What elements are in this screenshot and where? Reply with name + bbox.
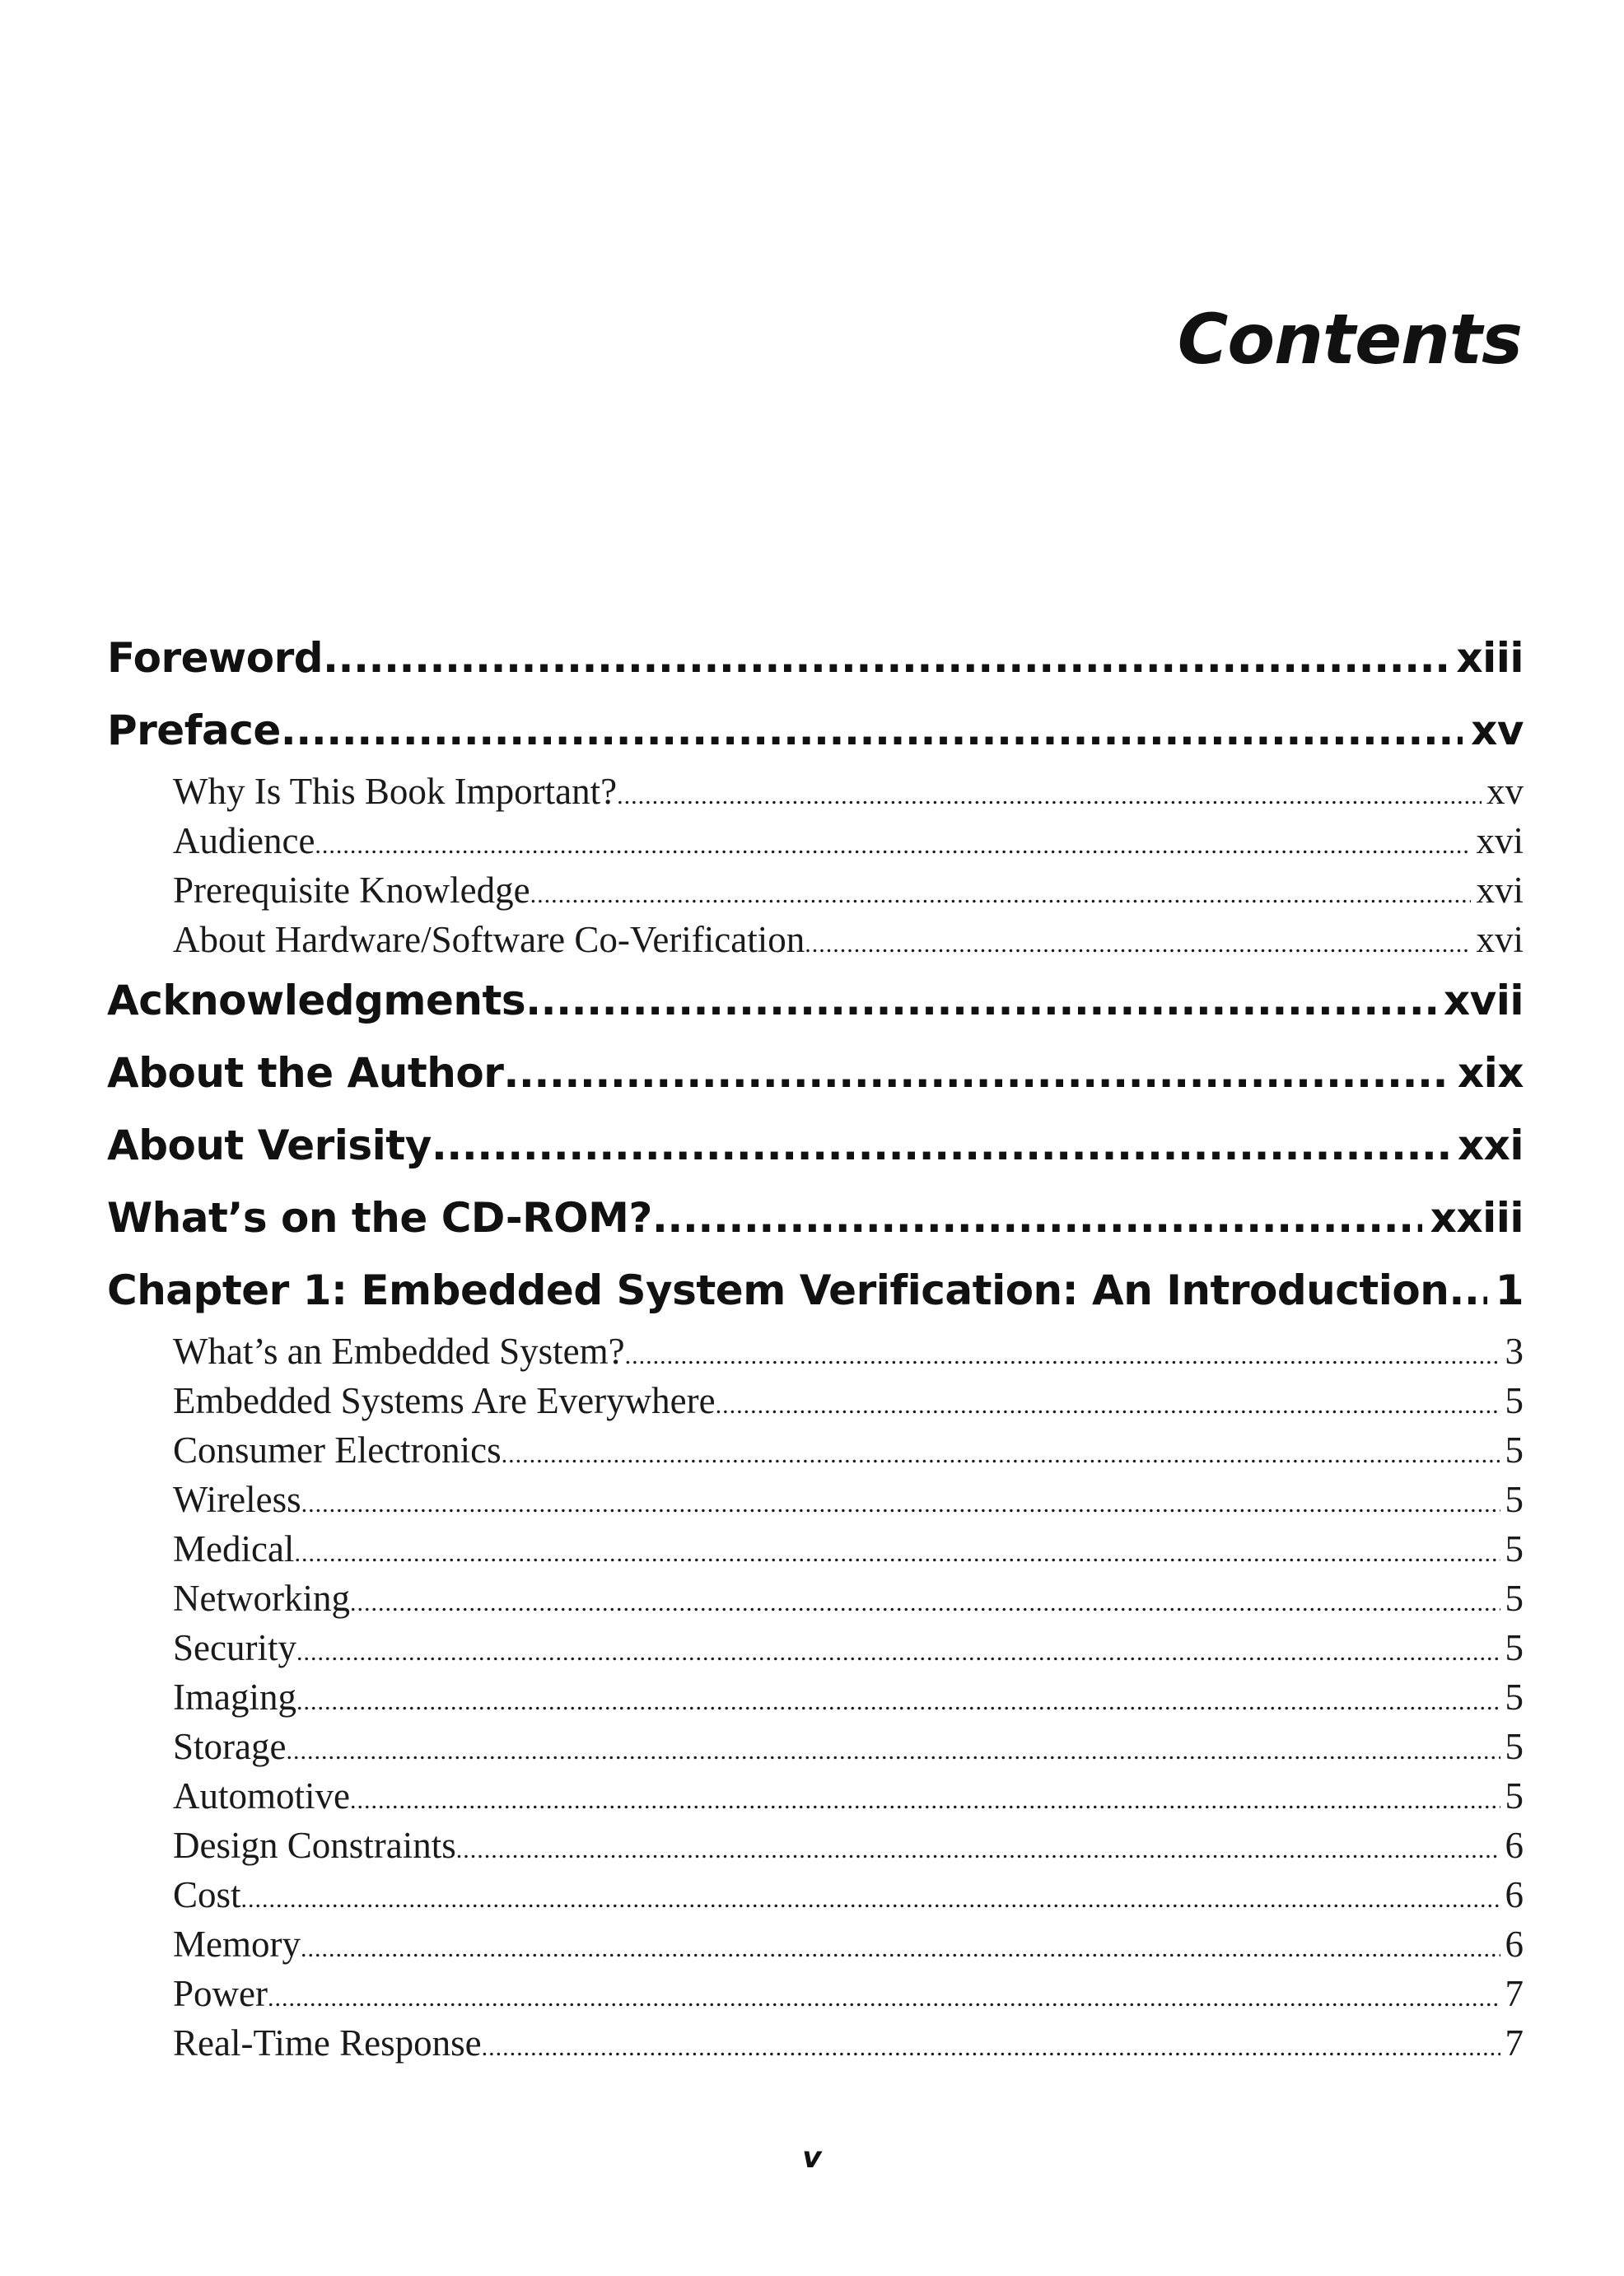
toc-subsection-entry	[107, 1821, 1524, 1870]
toc-entry-label: Security	[173, 1623, 296, 1672]
toc-entry-page: xvi	[1471, 915, 1524, 964]
page-number: v	[802, 2141, 822, 2175]
dot-leader	[241, 1875, 1500, 1919]
toc-subsection-entry	[107, 1672, 1524, 1722]
toc-entry-page: xv	[1463, 694, 1524, 767]
toc-entry-label: Cost	[173, 1870, 241, 1919]
dot-leader	[281, 694, 1463, 767]
dot-leader	[315, 821, 1471, 865]
toc-entry-label: Imaging	[173, 1672, 296, 1722]
toc-entry-page: xv	[1482, 767, 1524, 816]
toc-entry-label: Storage	[173, 1722, 286, 1771]
toc-subsection-entry	[107, 1327, 1524, 1376]
dot-leader	[350, 1579, 1500, 1623]
toc-entry-label: Design Constraints	[173, 1821, 456, 1870]
toc-entry-page: xvii	[1435, 964, 1524, 1037]
toc-entry-page: 6	[1500, 1821, 1524, 1870]
toc-entry-page: 5	[1500, 1771, 1524, 1821]
dot-leader	[294, 1529, 1500, 1574]
toc-subsection-entry	[107, 1623, 1524, 1672]
toc-entry-label: About Verisity	[107, 1109, 432, 1182]
dot-leader	[296, 1628, 1500, 1672]
toc-subsection-entry	[107, 767, 1524, 816]
toc-entry-label: Embedded Systems Are Everywhere	[173, 1376, 716, 1425]
toc-entry-label: Power	[173, 1969, 268, 2018]
toc-subsection-entry	[107, 915, 1524, 964]
dot-leader	[350, 1776, 1500, 1821]
table-of-contents	[107, 622, 1524, 2068]
toc-section-entry	[107, 694, 1524, 767]
toc-entry-label: Chapter 1: Embedded System Verification: An Introduction	[107, 1254, 1449, 1327]
toc-entry-label: About Hardware/Software Co-Verification	[173, 915, 805, 964]
toc-subsection-entry	[107, 816, 1524, 865]
toc-entry-label: Real-Time Response	[173, 2018, 482, 2068]
toc-entry-label: Preface	[107, 694, 281, 767]
toc-entry-page: 5	[1500, 1623, 1524, 1672]
toc-subsection-entry	[107, 1919, 1524, 1969]
toc-entry-page: 5	[1500, 1376, 1524, 1425]
dot-leader	[296, 1677, 1500, 1722]
toc-entry-page: xvi	[1471, 816, 1524, 865]
toc-entry-label: Medical	[173, 1524, 294, 1574]
toc-section-entry	[107, 964, 1524, 1037]
dot-leader	[268, 1974, 1500, 2018]
dot-leader	[456, 1826, 1500, 1870]
toc-entry-label: Memory	[173, 1919, 301, 1969]
toc-entry-label: Prerequisite Knowledge	[173, 865, 530, 915]
toc-entry-page: xiii	[1448, 622, 1524, 694]
toc-subsection-entry	[107, 865, 1524, 915]
toc-subsection-entry	[107, 1969, 1524, 2018]
toc-entry-label: Why Is This Book Important?	[173, 767, 617, 816]
dot-leader	[530, 870, 1472, 915]
toc-entry-page: 5	[1500, 1574, 1524, 1623]
toc-subsection-entry	[107, 1870, 1524, 1919]
dot-leader	[1449, 1254, 1486, 1327]
toc-entry-label: Wireless	[173, 1475, 301, 1524]
dot-leader	[286, 1727, 1500, 1771]
toc-subsection-entry	[107, 1376, 1524, 1425]
toc-entry-page: 6	[1500, 1919, 1524, 1969]
toc-entry-page: 7	[1500, 1969, 1524, 2018]
toc-entry-label: About the Author	[107, 1037, 503, 1109]
toc-subsection-entry	[107, 1475, 1524, 1524]
dot-leader	[301, 1480, 1500, 1524]
toc-entry-label: Automotive	[173, 1771, 350, 1821]
toc-entry-page: xvi	[1471, 865, 1524, 915]
toc-subsection-entry	[107, 1524, 1524, 1574]
toc-entry-label: Acknowledgments	[107, 964, 525, 1037]
toc-entry-label: What’s an Embedded System?	[173, 1327, 625, 1376]
toc-entry-page: xxiii	[1422, 1182, 1524, 1254]
toc-entry-page: xix	[1449, 1037, 1524, 1109]
dot-leader	[805, 920, 1471, 964]
dot-leader	[323, 622, 1448, 694]
toc-entry-page: 5	[1500, 1475, 1524, 1524]
toc-section-entry	[107, 1109, 1524, 1182]
toc-entry-page: 5	[1500, 1425, 1524, 1475]
toc-section-entry	[107, 622, 1524, 694]
dot-leader	[503, 1037, 1449, 1109]
toc-entry-page: 1	[1487, 1254, 1524, 1327]
toc-subsection-entry	[107, 1722, 1524, 1771]
toc-entry-label: What’s on the CD-ROM?	[107, 1182, 652, 1254]
toc-subsection-entry	[107, 1574, 1524, 1623]
toc-entry-label: Foreword	[107, 622, 323, 694]
toc-entry-page: 5	[1500, 1722, 1524, 1771]
toc-entry-label: Consumer Electronics	[173, 1425, 502, 1475]
toc-section-entry	[107, 1182, 1524, 1254]
toc-subsection-entry	[107, 1425, 1524, 1475]
dot-leader	[502, 1430, 1500, 1475]
dot-leader	[525, 964, 1435, 1037]
dot-leader	[432, 1109, 1449, 1182]
page-title: Contents	[1177, 299, 1522, 380]
toc-entry-label: Networking	[173, 1574, 350, 1623]
dot-leader	[716, 1381, 1500, 1425]
toc-section-entry	[107, 1254, 1524, 1327]
toc-entry-page: 5	[1500, 1672, 1524, 1722]
toc-entry-page: 6	[1500, 1870, 1524, 1919]
dot-leader	[625, 1332, 1500, 1376]
toc-entry-page: xxi	[1449, 1109, 1524, 1182]
toc-entry-page: 3	[1500, 1327, 1524, 1376]
dot-leader	[301, 1924, 1500, 1969]
toc-entry-label: Audience	[173, 816, 315, 865]
toc-section-entry	[107, 1037, 1524, 1109]
toc-entry-page: 5	[1500, 1524, 1524, 1574]
dot-leader	[617, 772, 1482, 816]
toc-subsection-entry	[107, 2018, 1524, 2068]
dot-leader	[482, 2023, 1500, 2068]
dot-leader	[652, 1182, 1422, 1254]
toc-entry-page: 7	[1500, 2018, 1524, 2068]
toc-subsection-entry	[107, 1771, 1524, 1821]
